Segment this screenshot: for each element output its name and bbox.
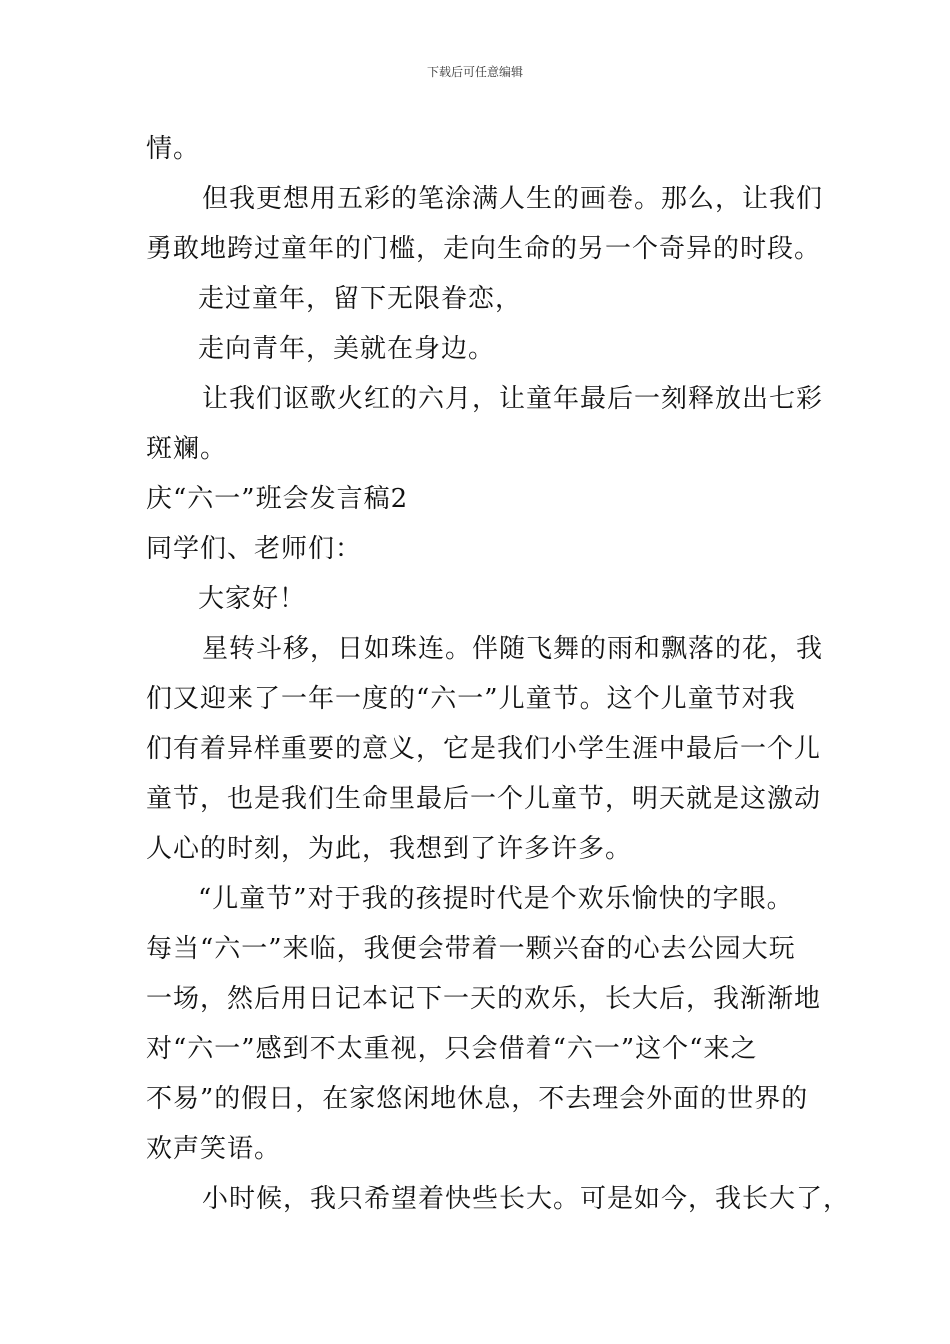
text-line: 不易”的假日，在家悠闲地休息，不去理会外面的世界的 (146, 1084, 809, 1114)
text-line: 对“六一”感到不太重视，只会借着“六一”这个“来之 (146, 1034, 758, 1064)
poem-line: 走向青年，美就在身边。 (198, 334, 496, 364)
poem-line: 走过童年，留下无限眷恋， (198, 284, 523, 314)
paragraph-first-line: 让我们讴歌火红的六月，让童年最后一刻释放出七彩 (202, 384, 824, 414)
section-title: 庆“六一”班会发言稿2 (146, 484, 409, 514)
text-line: 们有着异样重要的意义，它是我们小学生涯中最后一个儿 (146, 734, 822, 764)
text-line: 每当“六一”来临，我便会带着一颗兴奋的心去公园大玩 (146, 934, 796, 964)
text-line: 情。 (146, 134, 201, 164)
paragraph-first-line: 但我更想用五彩的笔涂满人生的画卷。那么，让我们 (202, 184, 824, 214)
document-body (146, 124, 851, 1224)
paragraph-first-line: “儿童节”对于我的孩提时代是个欢乐愉快的字眼。 (198, 884, 794, 914)
text-line: 童节，也是我们生命里最后一个儿童节，明天就是这激动 (146, 784, 822, 814)
text-line: 们又迎来了一年一度的“六一”儿童节。这个儿童节对我 (146, 684, 796, 714)
paragraph-first-line: 小时候，我只希望着快些长大。可是如今，我长大了， (202, 1184, 851, 1214)
paragraph-first-line: 星转斗移，日如珠连。伴随飞舞的雨和飘落的花，我 (202, 634, 824, 664)
text-line: 一场，然后用日记本记下一天的欢乐，长大后，我渐渐地 (146, 984, 822, 1014)
text-line: 人心的时刻，为此，我想到了许多许多。 (146, 834, 633, 864)
text-line: 勇敢地跨过童年的门槛，走向生命的另一个奇异的时段。 (146, 234, 822, 264)
page-header: 下载后可任意编辑 (426, 65, 523, 79)
greeting: 大家好！ (198, 584, 307, 614)
salutation: 同学们、老师们： (146, 534, 363, 564)
text-line: 斑斓。 (146, 434, 228, 464)
text-line: 欢声笑语。 (146, 1134, 282, 1164)
